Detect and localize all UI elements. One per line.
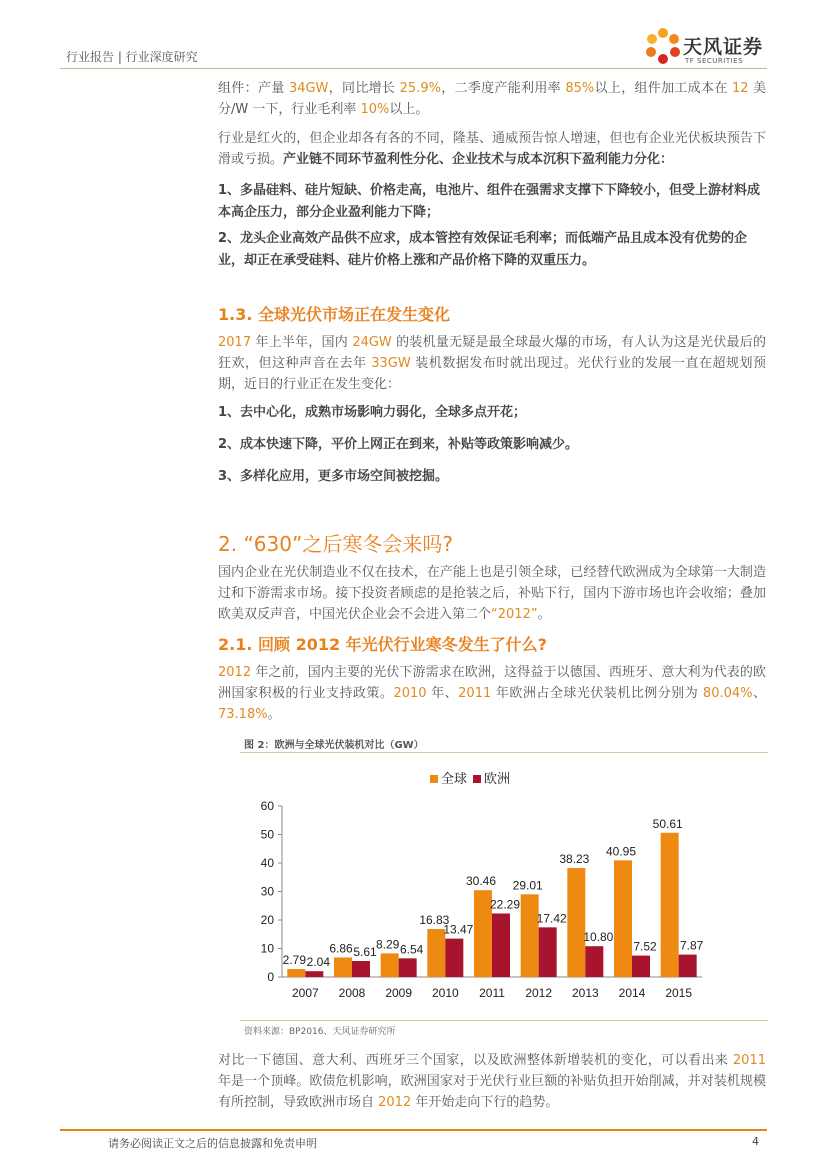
logo-name-cn: 天风证券 [683, 36, 764, 58]
label-europe-2014: 7.52 [633, 939, 657, 954]
y-tick-label: 60 [260, 799, 274, 813]
point-2-leading-firms: 2、龙头企业高效产品供不应求，成本管控有效保证毛利率；而低端产品且成本没有优势的企业，却正在承受硅料、硅片价格上涨和产品价格下降的双重压力。 [218, 231, 748, 268]
change-point-3: 3、多样化应用，更多市场空间被挖掘。 [218, 469, 449, 484]
section-heading-1-3: 1.3. 全球光伏市场正在发生变化 [218, 305, 450, 324]
label-global-2007: 2.79 [282, 953, 307, 968]
legend-swatch-global [430, 775, 438, 783]
bar-global-2015 [661, 833, 679, 977]
figure-source: 资料来源：BP2016、天风证券研究所 [244, 1027, 396, 1037]
legend-label-global: 全球 [441, 771, 468, 786]
x-tick-label: 2013 [571, 986, 599, 1000]
change-point-2: 2、成本快速下降，平价上网正在到来，补贴等政策影响减少。 [218, 437, 579, 452]
x-tick-label: 2011 [479, 986, 505, 1000]
bar-europe-2014 [632, 956, 650, 977]
x-tick-label: 2009 [385, 986, 413, 1000]
bar-europe-2013 [585, 946, 603, 977]
footer-disclaimer: 请务必阅读正文之后的信息披露和免责申明 [108, 1137, 317, 1150]
bar-global-2009 [381, 953, 399, 977]
label-global-2013: 38.23 [559, 852, 590, 867]
x-tick-label: 2010 [431, 986, 459, 1000]
label-europe-2010: 13.47 [443, 922, 474, 937]
bar-europe-2012 [539, 927, 557, 977]
label-global-2015: 50.61 [652, 816, 683, 831]
paragraph-modules: 组件：产量 34GW，同比增长 25.9%，二季度产能利用率 85%以上，组件加工成本在 12 美分/W 一下，行业毛利率 10%以上。 [218, 81, 766, 117]
y-tick-label: 50 [260, 827, 274, 842]
point-1-polysilicon: 1、多晶硅料、硅片短缺、价格走高，电池片、组件在强需求支撑下下降较小，但受上游材料成本高企压力，部分企业盈利能力下降； [218, 183, 761, 220]
label-global-2012: 29.01 [512, 878, 543, 893]
section-heading-2-1: 2.1. 回顾 2012 年光伏行业寒冬发生了什么? [218, 635, 547, 654]
y-tick-label: 10 [260, 941, 274, 956]
x-tick-label: 2014 [618, 986, 646, 1000]
page-number: 4 [752, 1135, 759, 1148]
bar-chart [240, 758, 768, 1018]
bar-global-2008 [334, 957, 352, 977]
y-tick-label: 0 [267, 970, 274, 984]
change-point-1: 1、去中心化，成熟市场影响力弱化，全球多点开花； [218, 405, 527, 420]
bar-global-2007 [287, 969, 305, 977]
paragraph-comparison: 对比一下德国、意大利、西班牙三个国家，以及欧洲整体新增装机的变化，可以看出来 2011 年是一个顶峰。欧债危机影响，欧洲国家对于光伏行业巨额的补贴负担开始削减，并对装机规模有所控制，导致欧洲市场自 2012 年开始走向下行的趋势。 [218, 1053, 766, 1110]
bar-global-2014 [614, 860, 632, 977]
paragraph-global-market: 2017 年上半年，国内 24GW 的装机量无疑是最全球最火爆的市场，有人认为这是光伏最后的狂欢，但这种声音在去年 33GW 装机数据发布时就出现过。光伏行业的发展一直在超规划预期，近日的行业正在发生变化： [218, 335, 766, 392]
bar-global-2012 [521, 894, 539, 977]
paragraph-europe-demand: 2012 年之前，国内主要的光伏下游需求在欧洲，这得益于以德国、西班牙、意大利为代表的欧洲国家积极的行业支持政策。2010 年、2011 年欧洲占全球光伏装机比例分别为 80.04%、73.18%。 [218, 665, 766, 722]
label-global-2014: 40.95 [605, 844, 637, 859]
label-europe-2015: 7.87 [679, 938, 704, 953]
label-europe-2013: 10.80 [583, 930, 614, 945]
flower-logo-icon [643, 26, 683, 70]
label-europe-2012: 17.42 [536, 911, 567, 926]
bar-europe-2011 [492, 913, 510, 977]
x-tick-label: 2008 [338, 986, 366, 1000]
section-heading-2: 2. “630”之后寒冬会来吗? [218, 532, 453, 556]
label-global-2009: 8.29 [375, 937, 400, 952]
y-tick-label: 40 [260, 856, 274, 870]
bar-europe-2009 [399, 958, 417, 977]
figure-title: 图 2：欧洲与全球光伏装机对比（GW） [244, 740, 424, 751]
paragraph-domestic-firms: 国内企业在光伏制造业不仅在技术，在产能上也是引领全球，已经替代欧洲成为全球第一大制造过和下游需求市场。接下投资者顾虑的是抢装之后，补贴下行，国内下游市场也许会收缩；叠加欧美双反声音，中国光伏企业会不会进入第二个“2012”。 [218, 565, 766, 622]
y-tick-label: 30 [260, 884, 274, 899]
legend-label-europe: 欧洲 [484, 771, 511, 786]
label-global-2010: 16.83 [419, 913, 450, 928]
label-europe-2007: 2.04 [306, 955, 331, 970]
company-logo [643, 26, 765, 70]
chart-legend [430, 771, 510, 786]
paragraph-industry: 行业是红火的，但企业却各有各的不同，隆基、通威预告惊人增速，但也有企业光伏板块预告下滑或亏损。产业链不同环节盈利性分化、企业技术与成本沉积下盈利能力分化： [218, 131, 766, 167]
label-europe-2008: 5.61 [353, 945, 377, 960]
footer-divider [60, 1129, 767, 1131]
label-global-2011: 30.46 [465, 874, 497, 889]
bar-global-2013 [567, 868, 585, 977]
logo-name-en: TF SECURITIES [685, 57, 744, 65]
legend-swatch-europe [473, 775, 481, 783]
x-tick-label: 2007 [291, 986, 319, 1000]
bar-europe-2008 [352, 961, 370, 977]
bar-europe-2010 [445, 939, 463, 977]
x-tick-label: 2012 [525, 986, 553, 1000]
label-europe-2009: 6.54 [399, 942, 424, 957]
y-tick-label: 20 [260, 913, 274, 927]
bar-europe-2007 [305, 971, 323, 977]
label-europe-2011: 22.29 [489, 897, 521, 912]
label-global-2008: 6.86 [329, 941, 353, 956]
figure-bottom-rule [240, 1020, 768, 1021]
report-category: 行业报告 | 行业深度研究 [66, 50, 198, 64]
figure-top-rule [240, 752, 768, 753]
x-tick-label: 2015 [665, 986, 693, 1000]
bar-europe-2015 [679, 955, 697, 977]
